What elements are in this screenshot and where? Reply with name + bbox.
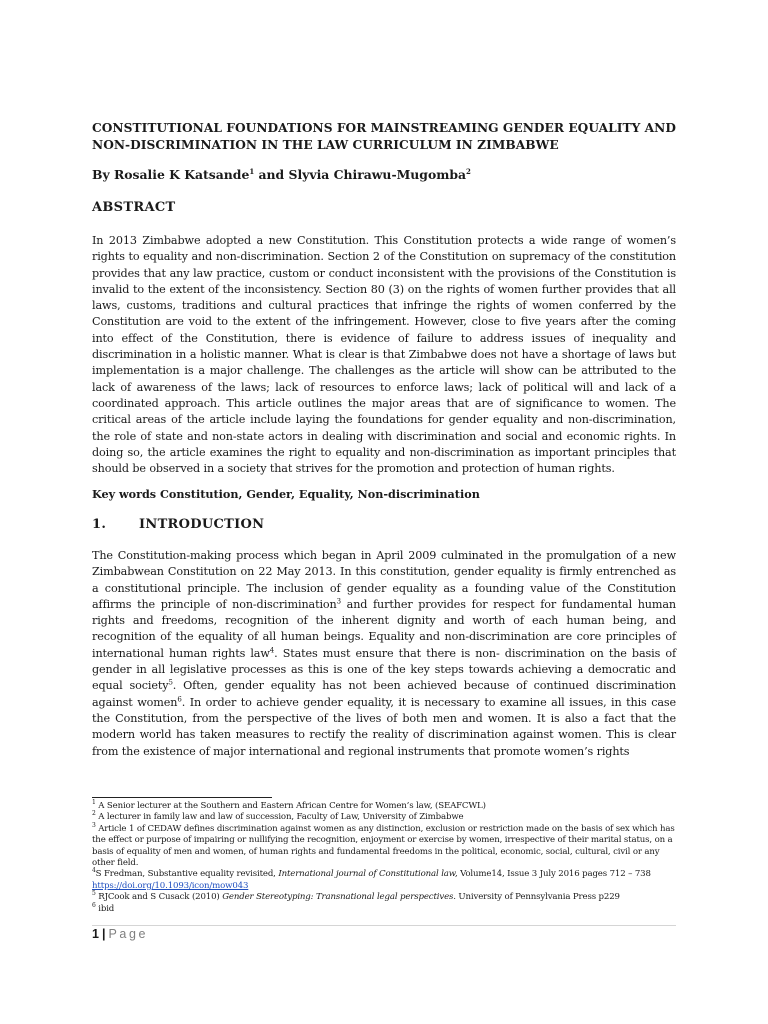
footnote-ref-6[interactable]: 6 — [177, 694, 182, 703]
footnote-5 — [92, 892, 676, 903]
footnote-mark: 3 — [92, 821, 96, 829]
footnote-mark: 1 — [92, 799, 96, 807]
footnote-text: RJCook and S Cusack (2010) — [95, 892, 223, 903]
footnote-mark: 2 — [92, 810, 96, 818]
paper-title: CONSTITUTIONAL FOUNDATIONS FOR MAINSTREAMING GENDER EQUALITY AND NON-DISCRIMINATION IN THE LAW CURRICULUM IN ZIMBABWE — [92, 121, 676, 152]
footnote-1 — [92, 801, 676, 812]
footnote-text: S Fredman, Substantive equality revisited, — [95, 869, 279, 880]
footnote-text: University of Pennsylvania Press p229 — [455, 892, 620, 903]
footnote-6 — [92, 901, 676, 915]
footnote-ref-3[interactable]: 3 — [336, 597, 341, 606]
footnote-book-title: Gender Stereotyping: Transnational legal perspectives. — [222, 892, 456, 903]
author-line — [92, 167, 471, 183]
page-footer — [92, 926, 148, 942]
footnote-2 — [92, 812, 676, 823]
footnote-ref-5[interactable]: 5 — [168, 678, 173, 687]
footer-separator: | — [101, 927, 106, 941]
intro-text-part: The Constitution-making process which began in April 2009 culminated in the promulgation of a new Zimbabwean Constitution on 22 May 2013. In this constitution, gender equality is firmly entrenched as a constitutional principle. The inclusion of gender equality as a founding value of the Constitution affirms the principle of non-discrimination — [92, 549, 676, 611]
intro-text-part: and further provides for respect for fundamental human rights and freedoms, recognition of the inherent dignity and worth of each human being, and recognition of the equality of all human beings. Equality and non-discrimination are core principles of international human rights law — [92, 597, 676, 660]
section-title: INTRODUCTION — [139, 517, 265, 532]
abstract-heading: ABSTRACT — [92, 200, 176, 215]
footnote-4 — [92, 869, 676, 892]
page-number: 1 — [92, 927, 99, 941]
intro-text-part: . In order to achieve gender equality, it is necessary to examine all issues, in this case the Constitution, from the perspective of the lives of both men and women. It is also a fact that the modern world has taken measures to rectify the reality of discrimination against women. This is clear from the existence of major international and regional instruments that promote women’s rights — [92, 695, 677, 758]
footnote-text: Volume14, Issue 3 July 2016 pages 712 – 738 — [457, 869, 651, 880]
footnote-mark: 5 — [92, 890, 96, 898]
abstract-text: In 2013 Zimbabwe adopted a new Constitution. This Constitution protects a wide range of women’s rights to equality and non-discrimination. Section 2 of the Constitution on supremacy of the constitution provides that any law practice, custom or conduct inconsistent with the provisions of the Constitution is invalid to the extent of the inconsistency. Section 80 (3) on the rights of women further provides that all laws, customs, traditions and cultural practices that infringe the rights of women conferred by the Constitution are void to the extent of the infringement. However, close to five years after the coming into effect of the Constitution, there is evidence of failure to address issues of inequality and discrimination in a holistic manner. What is clear is that Zimbabwe does not have a shortage of laws but implementation is a major challenge. The challenges as the article will show can be attributed to the lack of awareness of the laws; lack of resources to enforce laws; lack of political will and lack of a coordinated approach. This article outlines the major areas that are of significance to women. The critical areas of the article include laying the foundations for gender equality and non-discrimination, the role of state and non-state actors in dealing with discrimination and social and economic rights. In doing so, the article examines the right to equality and non-discrimination as important principles that should be observed in a society that strives for the promotion and protection of human rights. — [92, 234, 676, 476]
footer-divider — [92, 925, 676, 926]
section-number: 1. — [92, 517, 107, 532]
introduction-text — [92, 548, 676, 760]
footnote-mark: 4 — [92, 867, 96, 875]
footnote-3 — [92, 821, 676, 870]
footnote-ref-1[interactable]: 1 — [249, 166, 255, 176]
author-1: By Rosalie K Katsande — [92, 167, 250, 182]
doi-link[interactable]: https://doi.org/10.1093/icon/mow043 — [92, 880, 249, 891]
footnote-text: ibid — [95, 903, 115, 914]
footnote-text: A Senior lecturer at the Southern and Eastern African Centre for Women’s law, (SEAFCWL) — [95, 801, 486, 811]
intro-text-part: . States must ensure that there is non- discrimination on the basis of gender in all legislative processes as this is one of the key steps towards achieving a democratic and equal society — [92, 646, 676, 693]
footnote-separator — [92, 797, 272, 798]
document-page — [92, 0, 676, 1024]
footnote-journal-title: International journal of Constitutional law, — [278, 869, 458, 880]
intro-text-part: . Often, gender equality has not been achieved because of continued discrimination against women — [92, 679, 676, 709]
introduction-heading — [92, 517, 264, 532]
footnote-ref-4[interactable]: 4 — [269, 646, 275, 655]
footnote-ref-2[interactable]: 2 — [466, 166, 471, 176]
footnote-mark: 6 — [92, 901, 96, 909]
page-label: Page — [108, 927, 149, 941]
footnote-text: Article 1 of CEDAW defines discrimination against women as any distinction, exclusion or restriction made on the basis of sex which has the effect or purpose of impairing or nullifying the recognition, enjoyment or exercise by women, irrespective of their marital status, on a basis of equality of men and women, of human rights and fundamental freedoms in the political, economic, social, cultural, civil or any other field. — [92, 823, 675, 869]
author-2: and Slyvia Chirawu-Mugomba — [254, 167, 467, 182]
keywords-line: Key words Constitution, Gender, Equality, Non-discrimination — [92, 487, 480, 501]
footnote-text: A lecturer in family law and law of succession, Faculty of Law, University of Zimbabwe — [95, 812, 464, 823]
footnotes-list — [92, 801, 676, 915]
